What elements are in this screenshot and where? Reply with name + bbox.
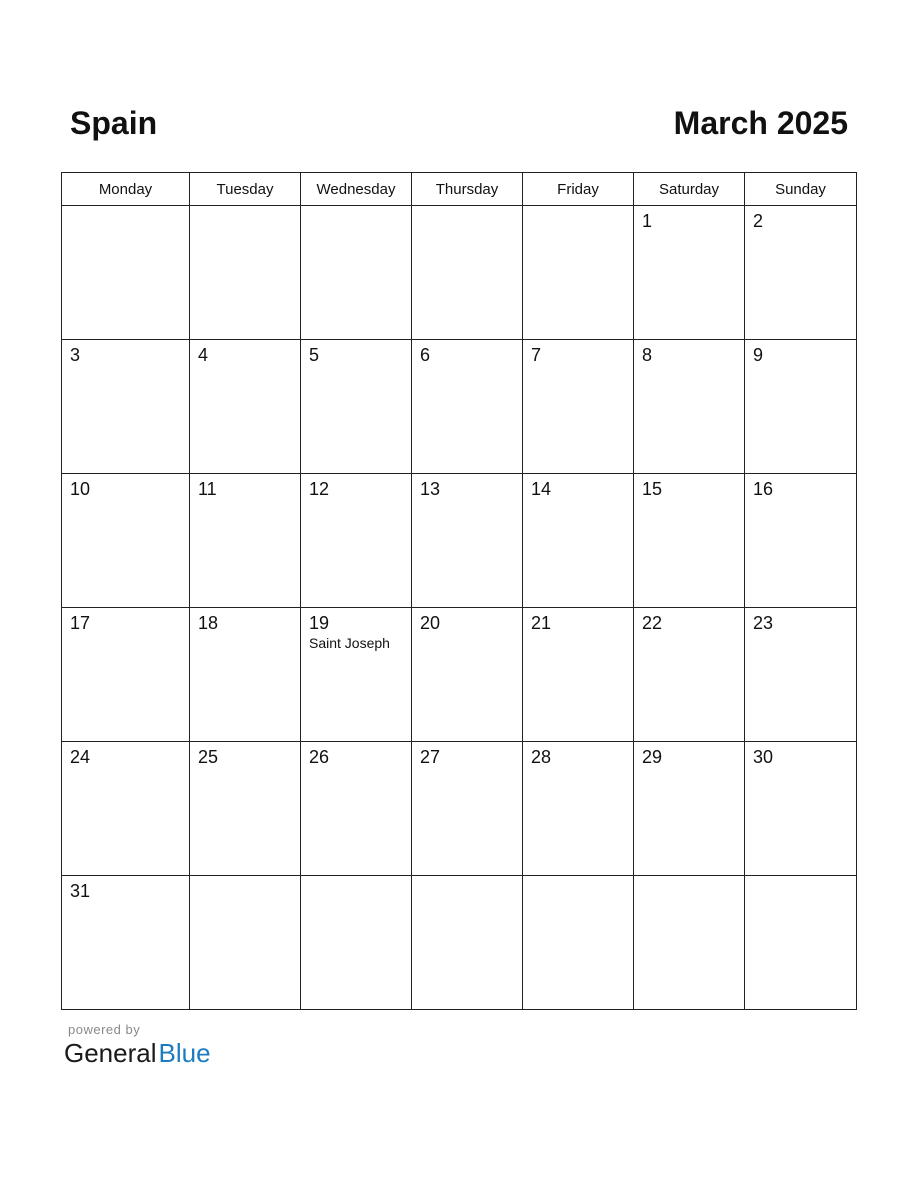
day-cell	[62, 608, 190, 742]
day-number: 6	[420, 345, 431, 365]
day-cell	[745, 474, 857, 608]
holiday-label: Saint Joseph	[309, 635, 390, 651]
day-cell	[634, 742, 745, 876]
day-number: 9	[753, 345, 764, 365]
day-number: 10	[70, 479, 91, 499]
day-cell	[745, 206, 857, 340]
footer-branding	[64, 1022, 211, 1069]
day-number: 31	[70, 881, 91, 901]
day-cell	[523, 608, 634, 742]
day-cell	[745, 608, 857, 742]
day-number	[412, 876, 522, 880]
day-number: 7	[531, 345, 542, 365]
day-number: 14	[531, 479, 552, 499]
weekday-header: Sunday	[745, 173, 857, 206]
day-cell	[523, 742, 634, 876]
day-cell	[62, 742, 190, 876]
day-cell	[301, 608, 412, 742]
day-cell	[190, 608, 301, 742]
day-number: 13	[420, 479, 441, 499]
day-number: 18	[198, 613, 219, 633]
day-cell	[523, 340, 634, 474]
day-cell	[190, 206, 301, 340]
day-cell	[301, 206, 412, 340]
day-cell	[634, 206, 745, 340]
day-number: 12	[309, 479, 330, 499]
day-number: 5	[309, 345, 320, 365]
day-cell	[745, 742, 857, 876]
day-number	[62, 206, 189, 210]
day-cell	[412, 474, 523, 608]
day-number: 21	[531, 613, 552, 633]
day-cell	[62, 474, 190, 608]
day-cell	[412, 340, 523, 474]
day-cell	[412, 206, 523, 340]
day-number: 3	[70, 345, 81, 365]
week-row	[62, 876, 857, 1010]
day-cell	[412, 608, 523, 742]
brand-blue: Blue	[158, 1038, 211, 1068]
day-cell	[745, 340, 857, 474]
day-cell	[301, 876, 412, 1010]
weekday-header: Saturday	[634, 173, 745, 206]
powered-by-label: powered by	[68, 1022, 141, 1037]
day-number: 30	[753, 747, 774, 767]
day-cell	[523, 474, 634, 608]
day-number	[190, 876, 300, 880]
day-cell	[301, 340, 412, 474]
weekday-header: Friday	[523, 173, 634, 206]
day-cell	[190, 474, 301, 608]
day-number: 26	[309, 747, 330, 767]
day-cell	[190, 876, 301, 1010]
day-cell	[412, 876, 523, 1010]
day-number: 23	[753, 613, 774, 633]
day-cell	[301, 742, 412, 876]
day-number	[301, 876, 411, 880]
month-year-title: March 2025	[673, 105, 848, 141]
calendar-grid	[61, 172, 857, 1010]
generalblue-logo	[64, 1037, 211, 1069]
day-cell	[634, 474, 745, 608]
day-number	[634, 876, 744, 880]
country-title: Spain	[70, 105, 158, 141]
day-number: 27	[420, 747, 441, 767]
day-cell	[62, 206, 190, 340]
week-row	[62, 474, 857, 608]
day-cell	[634, 608, 745, 742]
day-number: 1	[642, 211, 653, 231]
day-cell	[745, 876, 857, 1010]
day-number	[745, 876, 856, 880]
day-number: 25	[198, 747, 219, 767]
week-row	[62, 742, 857, 876]
day-cell	[634, 340, 745, 474]
day-cell	[62, 876, 190, 1010]
day-number: 28	[531, 747, 552, 767]
weekday-header: Wednesday	[301, 173, 412, 206]
day-number: 17	[70, 613, 91, 633]
day-number: 24	[70, 747, 91, 767]
weekday-header: Monday	[62, 173, 190, 206]
day-number: 8	[642, 345, 653, 365]
week-row	[62, 608, 857, 742]
day-number: 22	[642, 613, 663, 633]
day-number: 29	[642, 747, 663, 767]
day-cell	[412, 742, 523, 876]
day-cell	[523, 206, 634, 340]
day-number: 4	[198, 345, 209, 365]
day-number	[523, 206, 633, 210]
day-cell	[301, 474, 412, 608]
day-cell	[190, 340, 301, 474]
day-number: 2	[753, 211, 764, 231]
day-number	[301, 206, 411, 210]
week-row	[62, 340, 857, 474]
day-cell	[634, 876, 745, 1010]
day-number: 15	[642, 479, 663, 499]
calendar-header	[62, 100, 856, 150]
day-cell	[62, 340, 190, 474]
day-number	[412, 206, 522, 210]
day-number: 19	[309, 613, 330, 633]
day-number: 16	[753, 479, 774, 499]
day-cell	[523, 876, 634, 1010]
weekday-header: Tuesday	[190, 173, 301, 206]
day-number: 11	[198, 479, 217, 499]
day-number	[523, 876, 633, 880]
day-number	[190, 206, 300, 210]
day-cell	[190, 742, 301, 876]
day-number: 20	[420, 613, 441, 633]
weekday-header-row	[62, 173, 857, 206]
weekday-header: Thursday	[412, 173, 523, 206]
brand-general: General	[64, 1038, 157, 1068]
week-row	[62, 206, 857, 340]
